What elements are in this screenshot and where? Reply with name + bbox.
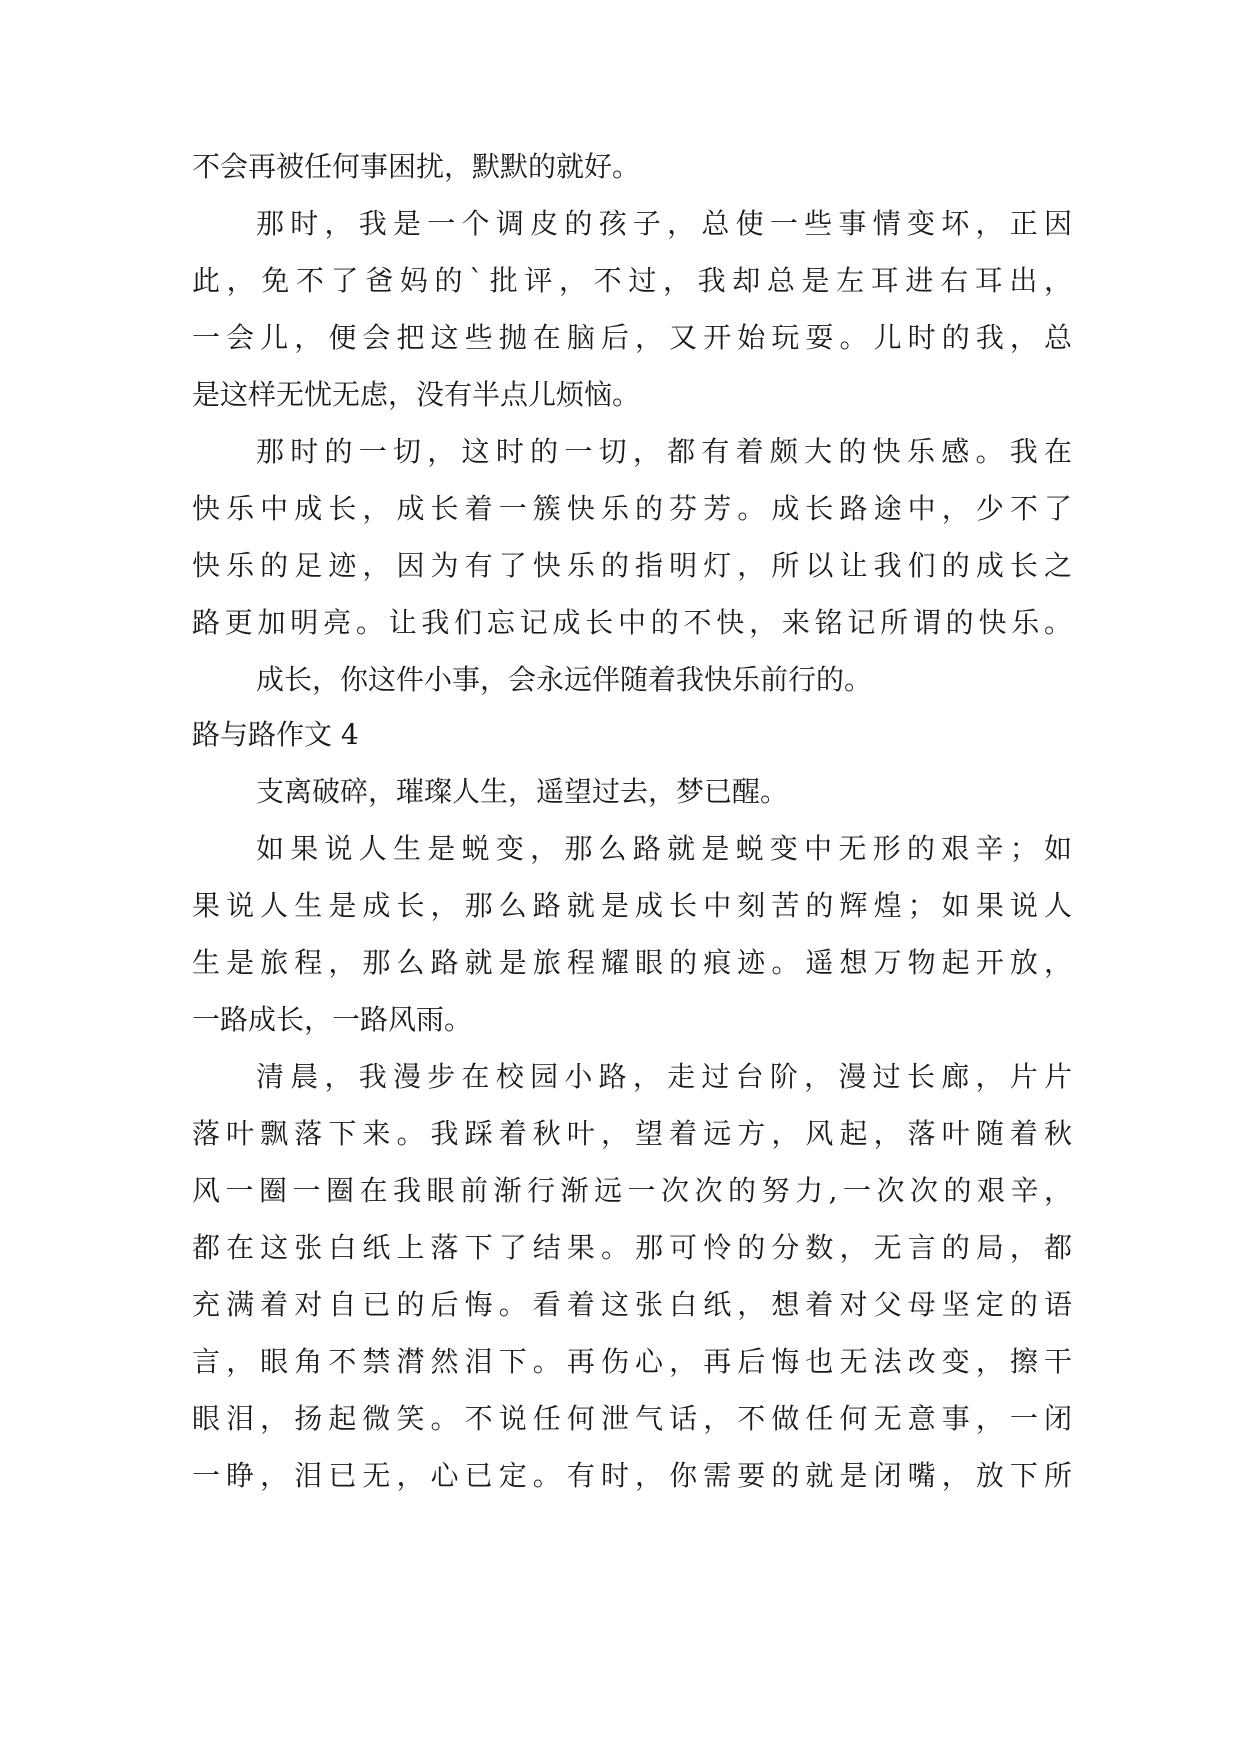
text-line: 路更加明亮。让我们忘记成长中的不快，来铭记所谓的快乐。: [192, 606, 1072, 639]
text-line: 眼泪，扬起微笑。不说任何泄气话，不做任何无意事，一闭: [192, 1402, 1072, 1435]
text-line: 一会儿，便会把这些抛在脑后，又开始玩耍。儿时的我，总: [192, 321, 1072, 354]
text-line: 此，免不了爸妈的`批评，不过，我却总是左耳进右耳出，: [192, 264, 1072, 297]
text-line: 清晨，我漫步在校园小路，走过台阶，漫过长廊，片片: [256, 1060, 1072, 1093]
text-line: 快乐的足迹，因为有了快乐的指明灯，所以让我们的成长之: [192, 549, 1072, 582]
text-line: 那时的一切，这时的一切，都有着颇大的快乐感。我在: [256, 435, 1072, 468]
text-line: 落叶飘落下来。我踩着秋叶，望着远方，风起，落叶随着秋: [192, 1117, 1072, 1150]
text-line: 不会再被任何事困扰，默默的就好。: [192, 150, 641, 183]
text-line: 是这样无忧无虑，没有半点儿烦恼。: [192, 378, 641, 411]
text-line: 那时，我是一个调皮的孩子，总使一些事情变坏，正因: [256, 207, 1072, 240]
section-heading: 路与路作文 4: [192, 718, 359, 751]
text-line: 生是旅程，那么路就是旅程耀眼的痕迹。遥想万物起开放，: [192, 946, 1072, 979]
text-line: 如果说人生是蜕变，那么路就是蜕变中无形的艰辛；如: [256, 832, 1072, 865]
text-line: 成长，你这件小事，会永远伴随着我快乐前行的。: [256, 663, 873, 696]
text-line: 都在这张白纸上落下了结果。那可怜的分数，无言的局，都: [192, 1231, 1072, 1264]
text-line: 支离破碎，璀璨人生，遥望过去，梦已醒。: [256, 775, 789, 808]
text-line: 风一圈一圈在我眼前渐行渐远一次次的努力,一次次的艰辛，: [192, 1174, 1072, 1207]
text-line: 一睁，泪已无，心已定。有时，你需要的就是闭嘴，放下所: [192, 1459, 1072, 1492]
text-line: 一路成长，一路风雨。: [192, 1003, 473, 1036]
text-line: 快乐中成长，成长着一簇快乐的芬芳。成长路途中，少不了: [192, 492, 1072, 525]
text-line: 充满着对自已的后悔。看着这张白纸，想着对父母坚定的语: [192, 1288, 1072, 1321]
text-line: 言，眼角不禁潸然泪下。再伤心，再后悔也无法改变，擦干: [192, 1345, 1072, 1378]
text-line: 果说人生是成长，那么路就是成长中刻苦的辉煌；如果说人: [192, 889, 1072, 922]
